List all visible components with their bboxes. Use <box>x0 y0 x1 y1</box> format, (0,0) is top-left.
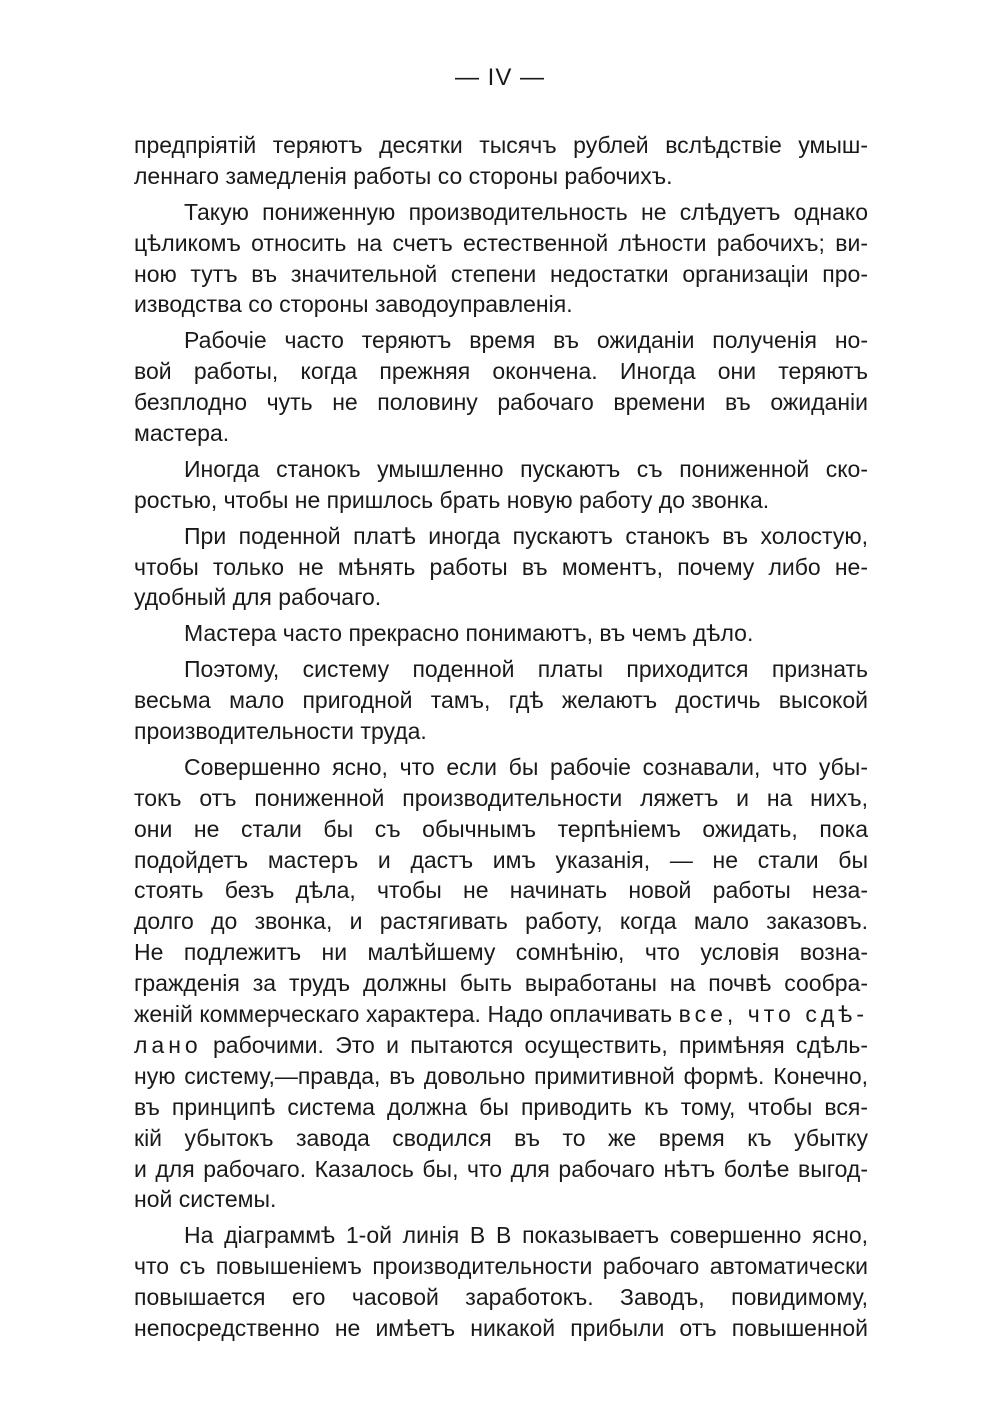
text-line: При поденной платѣ иногда пускаютъ станокъ въ холостую, <box>184 522 868 549</box>
text-line: вой работы, когда прежняя окончена. Иногда они теряютъ <box>134 358 868 385</box>
text-line: На діаграммѣ 1-ой линія В В показываетъ совершенно ясно, <box>184 1222 868 1249</box>
text-line: ную систему,—правда, въ довольно примитивной формѣ. Конечно, <box>134 1062 868 1089</box>
text-line: мастера. <box>134 420 230 447</box>
text-line: кій убытокъ завода сводился въ то же время къ убытку <box>134 1124 868 1151</box>
text-line: ною тутъ въ значительной степени недостатки организаціи про- <box>134 260 868 287</box>
emphasized-text: все, что сдѣ- <box>678 1001 868 1028</box>
text-line: леннаго замедленія работы со стороны рабочихъ. <box>134 162 673 189</box>
text-line: токъ отъ пониженной производительности ляжетъ и на нихъ, <box>134 784 868 811</box>
text-line: гражденія за трудъ должны быть выработаны на почвѣ сообра- <box>134 970 868 997</box>
text-fragment: рабочими. Это и пытаются осуществить, примѣняя сдѣль- <box>213 1031 869 1058</box>
text-line: изводства со стороны заводоуправленія. <box>134 291 573 318</box>
text-line: безплодно чуть не половину рабочаго времени въ ожиданіи <box>134 389 868 416</box>
text-fragment: женій коммерческаго характера. Надо оплачивать <box>134 1001 673 1028</box>
text-line: Поэтому, систему поденной платы приходится признать <box>184 656 868 683</box>
text-line: Такую пониженную производительность не слѣдуетъ однако <box>184 198 868 225</box>
text-line: они не стали бы съ обычнымъ терпѣніемъ ожидать, пока <box>134 815 868 842</box>
text-line: удобный для рабочаго. <box>134 584 382 611</box>
text-line: и для рабочаго. Казалось бы, что для рабочаго нѣтъ болѣе выгод- <box>134 1155 868 1182</box>
text-line: предпріятій теряютъ десятки тысячъ рублей вслѣдствіе умыш- <box>134 132 868 158</box>
text-line: стоять безъ дѣла, чтобы не начинать новой работы неза- <box>134 877 868 904</box>
text-line: цѣликомъ относить на счетъ естественной лѣности рабочихъ; ви- <box>134 229 868 256</box>
text-line: производительности труда. <box>134 718 427 745</box>
text-line <box>134 999 868 1030</box>
text-line: подойдетъ мастеръ и дастъ имъ указанія, — не стали бы <box>134 846 868 873</box>
text-line: Иногда станокъ умышленно пускаютъ съ пониженной ско- <box>184 455 868 482</box>
page-number: — IV — <box>454 64 545 91</box>
emphasized-text: лано <box>134 1031 202 1058</box>
text-line: ной системы. <box>134 1186 277 1213</box>
text-line: долго до звонка, и растягивать работу, когда мало заказовъ. <box>134 908 868 935</box>
text-line: ростью, чтобы не пришлось брать новую работу до звонка. <box>134 486 770 513</box>
text-line: чтобы только не мѣнять работы въ моментъ, почему либо не- <box>134 553 868 580</box>
text-line: Не подлежитъ ни малѣйшему сомнѣнію, что условія возна- <box>134 939 868 966</box>
text-line: весьма мало пригодной тамъ, гдѣ желаютъ достичь высокой <box>134 687 868 714</box>
text-line: Рабочіе часто теряютъ время въ ожиданіи полученія но- <box>184 327 868 354</box>
text-line: Мастера часто прекрасно понимаютъ, въ чемъ дѣло. <box>184 620 754 647</box>
text-line: повышается его часовой заработокъ. Заводъ, повидимому, <box>134 1284 868 1311</box>
text-line: въ принципѣ система должна бы приводить къ тому, чтобы вся- <box>134 1093 868 1120</box>
body-text <box>134 130 868 1344</box>
text-line: Совершенно ясно, что если бы рабочіе сознавали, что убы- <box>184 753 868 780</box>
text-line <box>134 1030 868 1061</box>
text-line: непосредственно не имѣетъ никакой прибыли отъ повышенной <box>134 1314 868 1341</box>
text-line: что съ повышеніемъ производительности рабочаго автоматически <box>134 1253 868 1280</box>
